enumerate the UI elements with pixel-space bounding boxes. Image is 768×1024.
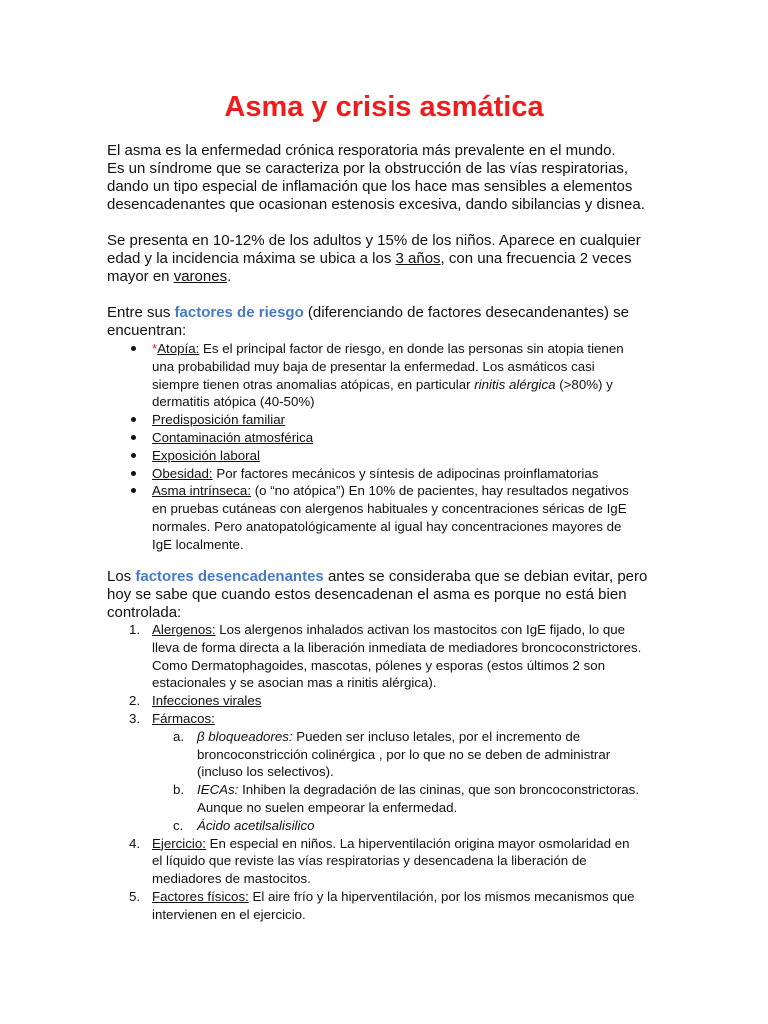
item-text: siempre tienen otras anomalias atópicas, en particular bbox=[152, 376, 475, 392]
item-italic-label: IECAs: bbox=[197, 782, 239, 798]
item-text: estacionales y se asocian mas a rinitis alérgica). bbox=[152, 675, 437, 691]
trigger-ejercicio bbox=[129, 835, 692, 888]
asterisk-mark: * bbox=[152, 341, 158, 356]
risk-intro-text: (diferenciando de factores desecandenantes) se bbox=[303, 304, 629, 321]
item-text: (o “no atópica”) En 10% de pacientes, hay resultados negativos bbox=[251, 483, 629, 499]
risk-item-obesidad bbox=[152, 465, 692, 483]
risk-item-intrinseca bbox=[152, 482, 692, 553]
item-text: El aire frío y la hiperventilación, por los mismos mecanismos que bbox=[248, 888, 635, 904]
list-letter: b. bbox=[173, 782, 185, 798]
item-text: lleva de forma directa a la liberación inmediata de mediadores broncoconstrictores. bbox=[152, 639, 642, 655]
item-text: Pueden ser incluso letales, por el incremento de bbox=[292, 728, 581, 744]
item-text: intervienen en el ejercicio. bbox=[152, 906, 306, 922]
item-label: Predisposición familiar bbox=[152, 412, 286, 428]
item-text: Los alergenos inhalados activan los mastocitos con IgE fijado, lo que bbox=[215, 622, 626, 637]
epi-text: edad y la incidencia máxima se ubica a los bbox=[107, 250, 396, 267]
trig-intro-text: Los bbox=[107, 568, 136, 585]
item-text: Por factores mecánicos y síntesis de adipocinas proinflamatorias bbox=[212, 465, 599, 481]
item-text: En especial en niños. La hiperventilación origina mayor osmolaridad en bbox=[205, 835, 630, 851]
epidemiology-paragraph bbox=[107, 232, 667, 286]
intro-line: El asma es la enfermedad crónica resporatoria más prevalente en el mundo. bbox=[107, 142, 616, 159]
item-label: Asma intrínseca: bbox=[152, 483, 252, 499]
item-label: Atopía: bbox=[157, 341, 200, 356]
trig-intro-line: controlada: bbox=[107, 604, 182, 621]
epi-line bbox=[107, 250, 667, 268]
item-text: broncoconstricción colinérgica , por lo que no se deben de administrar bbox=[197, 746, 611, 762]
triggers-list bbox=[129, 621, 692, 924]
intro-line: dando un tipo especial de inflamación que los hace mas sensibles a elementos bbox=[107, 178, 633, 195]
epi-text: , con una frecuencia 2 veces bbox=[440, 250, 632, 267]
intro-paragraph bbox=[107, 142, 667, 214]
risk-intro-line: encuentran: bbox=[107, 322, 187, 339]
item-text: Aunque no suelen empeorar la enfermedad. bbox=[197, 799, 458, 815]
item-text: (>80%) y bbox=[555, 376, 613, 392]
trig-intro-line bbox=[107, 568, 667, 586]
list-number: 3. bbox=[129, 710, 141, 726]
document-title: Asma y crisis asmática bbox=[224, 91, 544, 123]
trigger-alergenos bbox=[129, 621, 692, 692]
item-text: el líquido que reviste las vías respiratorias y desencadena la liberación de bbox=[152, 853, 587, 869]
item-italic-text: rinitis alérgica bbox=[474, 376, 556, 392]
list-number: 1. bbox=[129, 622, 141, 637]
risk-item-laboral bbox=[152, 447, 692, 465]
intro-line: desencadenantes que ocasionan estenosis excesiva, dando sibilancias y disnea. bbox=[107, 196, 645, 213]
item-text: IgE localmente. bbox=[152, 536, 244, 552]
triggers-heading: factores desencadenantes bbox=[135, 568, 324, 585]
item-text: Como Dermatophagoides, mascotas, pólenes y esporas (estos últimos 2 son bbox=[152, 657, 606, 673]
item-text: en pruebas cutáneas con alergenos habituales y concentraciones séricas de IgE bbox=[152, 501, 627, 517]
risk-factors-heading: factores de riesgo bbox=[174, 304, 304, 321]
triggers-intro bbox=[107, 568, 667, 622]
trigger-infecciones bbox=[129, 692, 692, 710]
item-text: (incluso los selectivos). bbox=[197, 764, 334, 780]
list-number: 5. bbox=[129, 888, 141, 904]
list-letter: a. bbox=[173, 728, 185, 744]
trigger-fisicos bbox=[129, 888, 692, 924]
drug-beta-blockers bbox=[173, 728, 692, 781]
drugs-sublist bbox=[152, 728, 692, 835]
item-italic-label: Ácido acetilsalisilico bbox=[197, 817, 315, 833]
epi-line: Se presenta en 10-12% de los adultos y 15% de los niños. Aparece en cualquier bbox=[107, 232, 641, 249]
drug-ieca bbox=[173, 781, 692, 817]
item-label: Exposición laboral bbox=[152, 447, 260, 463]
item-text: Inhiben la degradación de las cininas, que son broncoconstrictoras. bbox=[238, 782, 640, 798]
sex-text: varones bbox=[173, 268, 228, 285]
peak-age-text: 3 años bbox=[395, 250, 441, 267]
epi-line bbox=[107, 268, 667, 286]
item-label: Contaminación atmosférica bbox=[152, 429, 314, 445]
trig-intro-text: antes se consideraba que se debian evitar, pero bbox=[323, 568, 648, 585]
trigger-farmacos bbox=[129, 710, 692, 835]
epi-text: mayor en bbox=[107, 268, 174, 285]
list-letter: c. bbox=[173, 817, 184, 833]
item-text: Es el principal factor de riesgo, en donde las personas sin atopia tienen bbox=[199, 341, 624, 356]
item-text: normales. Pero anatopatológicamente al igual hay concentraciones mayores de bbox=[152, 518, 622, 534]
item-label: Alergenos: bbox=[152, 622, 216, 637]
risk-intro-line bbox=[107, 304, 667, 322]
risk-factors-intro bbox=[107, 304, 667, 340]
risk-intro-text: Entre sus bbox=[107, 304, 175, 321]
drug-aas bbox=[173, 817, 692, 835]
item-text: dermatitis atópica (40-50%) bbox=[152, 394, 315, 410]
item-text: mediadores de mastocitos. bbox=[152, 871, 311, 887]
item-label: Factores físicos: bbox=[152, 888, 249, 904]
risk-item-atopia bbox=[152, 340, 692, 411]
item-text: una probabilidad muy baja de presentar la enfermedad. Los asmáticos casi bbox=[152, 358, 595, 374]
intro-line: Es un síndrome que se caracteriza por la obstrucción de las vías respiratorias, bbox=[107, 160, 629, 177]
list-number: 4. bbox=[129, 835, 141, 851]
trig-intro-line: hoy se sabe que cuando estos desencadenan el asma es porque no está bien bbox=[107, 586, 627, 603]
list-number: 2. bbox=[129, 693, 141, 709]
item-label: Obesidad: bbox=[152, 465, 213, 481]
risk-factors-list bbox=[152, 340, 692, 554]
epi-text: . bbox=[227, 268, 232, 285]
item-label: Infecciones virales bbox=[152, 693, 262, 709]
item-label: Ejercicio: bbox=[152, 835, 206, 851]
risk-item-familiar bbox=[152, 411, 692, 429]
item-italic-label: β bloqueadores: bbox=[197, 728, 293, 744]
item-label: Fármacos: bbox=[152, 710, 215, 726]
risk-item-contaminacion bbox=[152, 429, 692, 447]
